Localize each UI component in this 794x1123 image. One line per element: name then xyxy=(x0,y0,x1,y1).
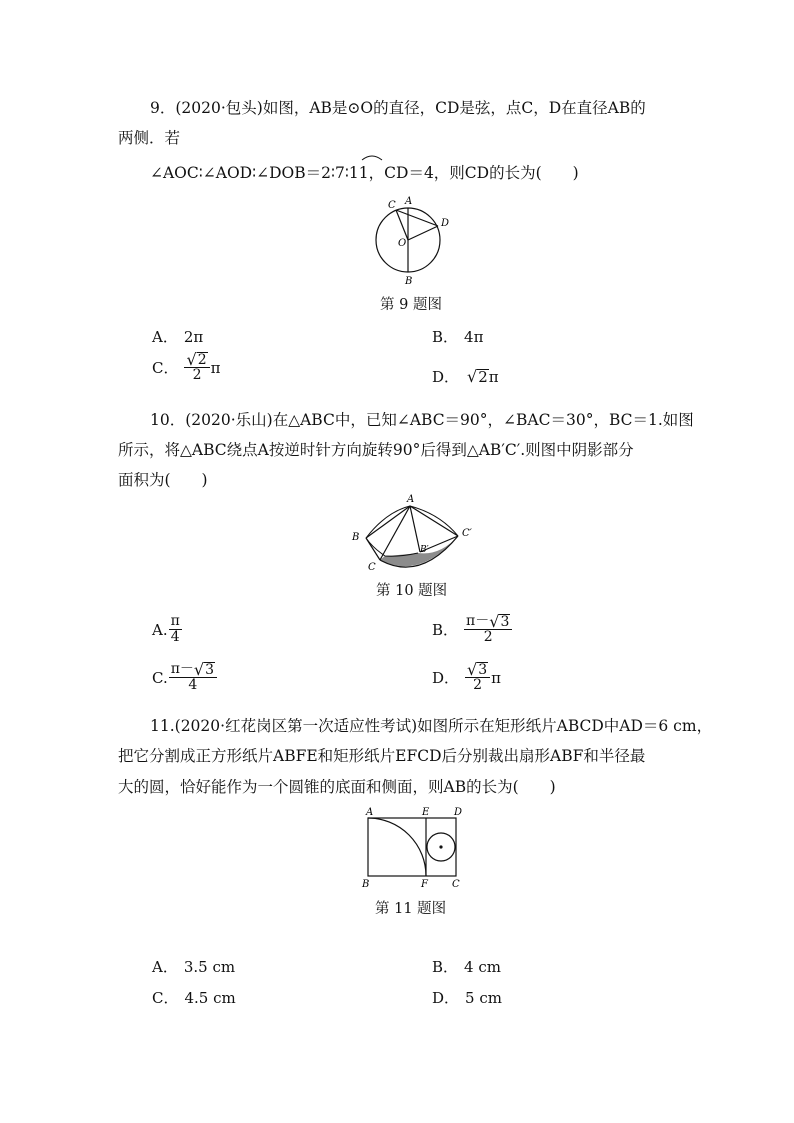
q11-option-d-label: D． xyxy=(432,989,460,1007)
q11-label-b: B xyxy=(362,879,370,890)
q10-option-a-denominator: 4 xyxy=(170,629,180,645)
q11-text-line2: 把它分割成正方形纸片ABFE和矩形纸片EFCD后分别裁出扇形ABF和半径最 xyxy=(118,747,646,765)
q10-text-line2: 所示，将△ABC绕点A按逆时针方向旋转90°后得到△AB′C′.则图中阴影部分 xyxy=(118,441,634,459)
q10-option-b-denominator: 2 xyxy=(483,629,493,645)
q9-option-c-denominator: 2 xyxy=(192,367,202,383)
q10-option-c-numerator: π－ xyxy=(170,661,194,677)
q9-option-b-value: 4π xyxy=(464,327,484,346)
q11-option-a xyxy=(152,956,235,977)
q10-option-b-radicand: 3 xyxy=(500,614,510,630)
q11-option-a-value: 3.5 cm xyxy=(183,957,236,976)
q10-option-b-label: B． xyxy=(432,621,459,639)
q10-option-b-numerator: π－ xyxy=(466,613,490,629)
q11-label-a: A xyxy=(366,807,374,818)
q9-option-a-value: 2π xyxy=(183,327,204,346)
q10-label-b2: B′ xyxy=(420,545,429,555)
q10-option-d-denominator: 2 xyxy=(473,677,483,693)
q10-option-d-radicand: 3 xyxy=(478,662,488,678)
q10-label-c: C xyxy=(368,562,376,573)
q10-text-line3: 面积为( ) xyxy=(118,471,208,489)
q9-label-o: O xyxy=(398,238,407,249)
q10-caption: 第 10 题图 xyxy=(376,583,448,599)
q10-option-a-numerator: π xyxy=(170,613,180,629)
q11-option-b xyxy=(432,956,501,977)
q11-option-b-value: 4 cm xyxy=(464,957,501,976)
q11-option-c-label: C． xyxy=(152,989,179,1007)
q10-label-c2: C′ xyxy=(462,528,472,539)
q11-sector-abf xyxy=(368,818,426,876)
q9-option-c-label: C． xyxy=(152,359,179,377)
q11-circle-center xyxy=(439,845,442,848)
q9-caption: 第 9 题图 xyxy=(380,297,442,313)
q9-option-d-label: D． xyxy=(432,368,460,386)
q9-option-c-pi: π xyxy=(210,358,221,377)
q9-option-b-label: B． xyxy=(432,328,459,346)
q11-text-line3: 大的圆，恰好能作为一个圆锥的底面和侧面，则AB的长为( ) xyxy=(118,778,556,796)
q9-text-line1: 9．(2020·包头)如图，AB是⊙O的直径，CD是弦，点C，D在直径AB的 xyxy=(150,99,646,117)
q10-option-c-label: C. xyxy=(152,668,168,687)
q9-label-a: A xyxy=(405,196,413,207)
q9-label-c: C xyxy=(388,200,396,211)
q10-label-a: A xyxy=(407,494,415,505)
q10-option-d-label: D． xyxy=(432,669,460,687)
q9-option-c-radicand: 2 xyxy=(197,352,207,368)
q11-option-c-value: 4.5 cm xyxy=(184,988,236,1007)
q9-label-b: B xyxy=(405,276,413,287)
q9-option-d-radicand: 2 xyxy=(478,368,488,386)
q9-option-c-fraction: √ 2 2 xyxy=(184,352,209,383)
q11-option-a-label: A． xyxy=(152,958,178,976)
q9-option-d-pi: π xyxy=(488,367,499,386)
q11-text-line1: 11.(2020·红花岗区第一次适应性考试)如图所示在矩形纸片ABCD中AD＝6 cm， xyxy=(150,717,713,735)
q10-option-b-fraction: π－ √ 3 2 xyxy=(464,614,512,645)
q10-option-c-denominator: 4 xyxy=(188,677,198,693)
q11-caption: 第 11 题图 xyxy=(375,901,447,917)
q10-option-d-pi: π xyxy=(491,668,502,687)
q10-option-c-fraction: π－ √ 3 4 xyxy=(169,662,217,693)
q9-option-d: D． √ 2 π xyxy=(432,367,499,386)
q11-label-e: E xyxy=(422,807,430,818)
q9-label-d: D xyxy=(441,218,450,229)
q10-text-line1: 10．(2020·乐山)在△ABC中，已知∠ABC＝90°，∠BAC＝30°，BC＝1.如图 xyxy=(150,411,694,429)
q10-option-c-radicand: 3 xyxy=(205,662,215,678)
q10-label-b: B xyxy=(352,532,360,543)
q11-option-d xyxy=(432,987,502,1008)
q11-option-d-value: 5 cm xyxy=(465,988,502,1007)
q11-option-b-label: B． xyxy=(432,958,459,976)
q11-option-c xyxy=(152,987,236,1008)
q10-option-a-label: A. xyxy=(152,620,168,639)
q11-label-f: F xyxy=(421,879,428,890)
q11-rectangle-abcd xyxy=(368,818,456,876)
q9-option-a-label: A． xyxy=(152,328,178,346)
q9-text-line3: ∠AOC∶∠AOD∶∠DOB＝2∶7∶11，CD＝4，则CD的长为( ) xyxy=(150,164,579,182)
q11-label-c: C xyxy=(452,879,460,890)
q10-option-d-fraction: √ 3 2 xyxy=(465,662,490,693)
q11-label-d: D xyxy=(454,807,463,818)
q9-text-line2: 两侧．若 xyxy=(118,129,181,147)
